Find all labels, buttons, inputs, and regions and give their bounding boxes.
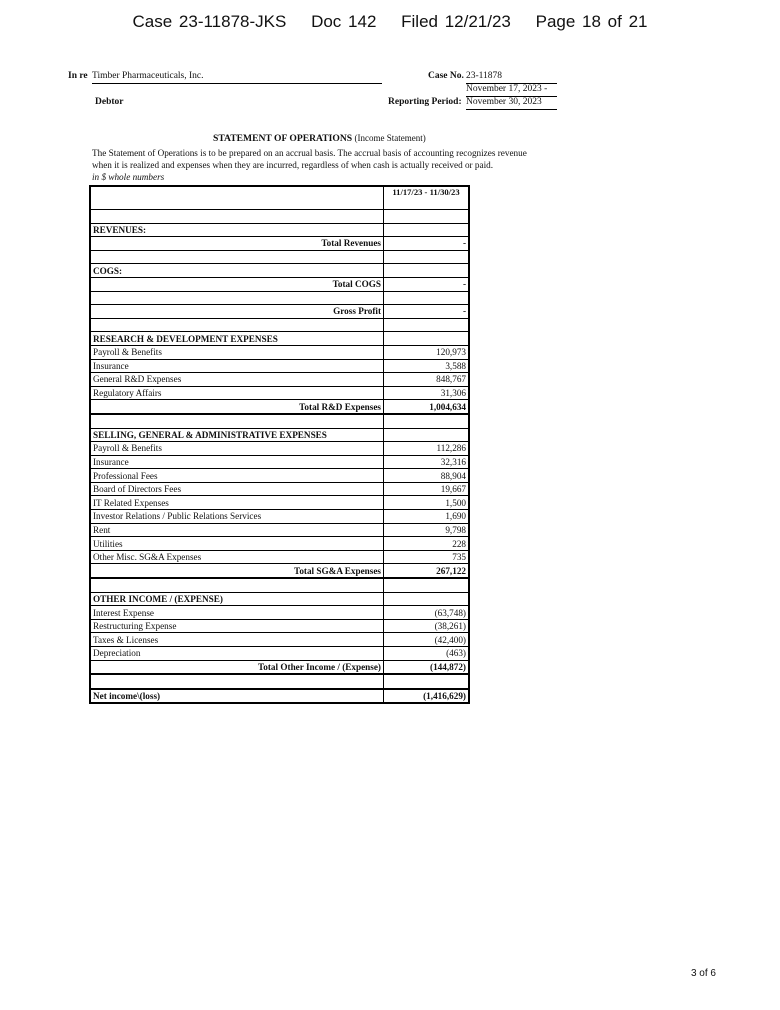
line-item-row bbox=[90, 537, 469, 551]
row-label: Rent bbox=[90, 523, 384, 537]
row-label bbox=[90, 291, 384, 305]
row-label: Depreciation bbox=[90, 647, 384, 661]
row-label bbox=[90, 414, 384, 428]
row-label: Insurance bbox=[90, 455, 384, 469]
row-label: REVENUES: bbox=[90, 223, 384, 237]
line-item-row bbox=[90, 373, 469, 387]
line-item-row bbox=[90, 647, 469, 661]
row-value bbox=[384, 250, 470, 264]
row-value: (38,261) bbox=[384, 619, 470, 633]
debtor-name: Timber Pharmaceuticals, Inc. bbox=[92, 71, 382, 84]
row-value: 735 bbox=[384, 550, 470, 564]
total-row bbox=[90, 305, 469, 319]
section-header-row bbox=[90, 264, 469, 278]
row-value bbox=[384, 428, 470, 442]
row-label: SELLING, GENERAL & ADMINISTRATIVE EXPENSES bbox=[90, 428, 384, 442]
section-header-row bbox=[90, 428, 469, 442]
period-line-1: November 17, 2023 - bbox=[466, 84, 557, 97]
section-header-row bbox=[90, 332, 469, 346]
row-label: Gross Profit bbox=[90, 305, 384, 319]
row-value: 19,667 bbox=[384, 482, 470, 496]
total-row bbox=[90, 660, 469, 674]
row-value bbox=[384, 674, 470, 689]
line-item-row bbox=[90, 345, 469, 359]
row-value: 32,316 bbox=[384, 455, 470, 469]
header-label-cell bbox=[90, 186, 384, 210]
case-no-label: Case No. bbox=[428, 71, 464, 81]
row-value: (1,416,629) bbox=[384, 689, 470, 704]
row-label: COGS: bbox=[90, 264, 384, 278]
row-value: (42,400) bbox=[384, 633, 470, 647]
filed-date-header: Filed 12/21/23 bbox=[401, 12, 511, 31]
row-value: - bbox=[384, 277, 470, 291]
row-value: 120,973 bbox=[384, 345, 470, 359]
row-value bbox=[384, 318, 470, 332]
row-label bbox=[90, 674, 384, 689]
table-header-row bbox=[90, 186, 469, 210]
statement-description-2: when it is realized and expenses when they are incurred, regardless of when cash is actually received or paid. bbox=[92, 160, 494, 170]
line-item-row bbox=[90, 606, 469, 620]
statement-subtitle: (Income Statement) bbox=[354, 133, 426, 143]
row-value bbox=[384, 332, 470, 346]
blank-row bbox=[90, 250, 469, 264]
row-value: 228 bbox=[384, 537, 470, 551]
row-label: Total Revenues bbox=[90, 237, 384, 251]
doc-number-header: Doc 142 bbox=[311, 12, 377, 31]
statement-table-body bbox=[90, 186, 469, 703]
total-row bbox=[90, 237, 469, 251]
row-label: Total Other Income / (Expense) bbox=[90, 660, 384, 674]
blank-row bbox=[90, 318, 469, 332]
row-value bbox=[384, 592, 470, 606]
total-row bbox=[90, 277, 469, 291]
row-value bbox=[384, 264, 470, 278]
row-label: Total COGS bbox=[90, 277, 384, 291]
row-value: 31,306 bbox=[384, 386, 470, 400]
row-label: OTHER INCOME / (EXPENSE) bbox=[90, 592, 384, 606]
row-value bbox=[384, 291, 470, 305]
row-label: IT Related Expenses bbox=[90, 496, 384, 510]
blank-row bbox=[90, 578, 469, 592]
line-item-row bbox=[90, 455, 469, 469]
row-label: Investor Relations / Public Relations Services bbox=[90, 510, 384, 524]
debtor-label: Debtor bbox=[95, 97, 124, 107]
total-row bbox=[90, 564, 469, 578]
in-re-label: In re bbox=[68, 71, 88, 81]
blank-row bbox=[90, 414, 469, 428]
row-label: Regulatory Affairs bbox=[90, 386, 384, 400]
row-value: 3,588 bbox=[384, 359, 470, 373]
row-label: RESEARCH & DEVELOPMENT EXPENSES bbox=[90, 332, 384, 346]
total-row bbox=[90, 400, 469, 414]
row-label: Total SG&A Expenses bbox=[90, 564, 384, 578]
row-label bbox=[90, 318, 384, 332]
row-label: Total R&D Expenses bbox=[90, 400, 384, 414]
row-label: Interest Expense bbox=[90, 606, 384, 620]
statement-title: STATEMENT OF OPERATIONS bbox=[213, 133, 353, 144]
row-label: Taxes & Licenses bbox=[90, 633, 384, 647]
units-note: in $ whole numbers bbox=[92, 172, 165, 182]
page-footer-number: 3 of 6 bbox=[690, 968, 716, 979]
row-value bbox=[384, 578, 470, 592]
row-label bbox=[90, 578, 384, 592]
section-header-row bbox=[90, 223, 469, 237]
row-label: Utilities bbox=[90, 537, 384, 551]
row-label: Board of Directors Fees bbox=[90, 482, 384, 496]
row-value: 112,286 bbox=[384, 442, 470, 456]
row-value bbox=[384, 210, 470, 224]
row-label: Net income\(loss) bbox=[90, 689, 384, 704]
line-item-row bbox=[90, 386, 469, 400]
line-item-row bbox=[90, 469, 469, 483]
row-value: 1,500 bbox=[384, 496, 470, 510]
line-item-row bbox=[90, 633, 469, 647]
page-number-header: Page 18 of 21 bbox=[535, 12, 648, 31]
period-line-2: November 30, 2023 bbox=[466, 97, 557, 110]
row-label: Payroll & Benefits bbox=[90, 442, 384, 456]
line-item-row bbox=[90, 496, 469, 510]
row-value: (463) bbox=[384, 647, 470, 661]
line-item-row bbox=[90, 619, 469, 633]
row-value: 848,767 bbox=[384, 373, 470, 387]
row-value: - bbox=[384, 237, 470, 251]
row-label bbox=[90, 250, 384, 264]
row-label: Insurance bbox=[90, 359, 384, 373]
row-label: General R&D Expenses bbox=[90, 373, 384, 387]
row-value: 1,690 bbox=[384, 510, 470, 524]
row-value bbox=[384, 414, 470, 428]
blank-row bbox=[90, 210, 469, 224]
row-label: Payroll & Benefits bbox=[90, 345, 384, 359]
row-label bbox=[90, 210, 384, 224]
case-no-value: 23-11878 bbox=[466, 71, 557, 84]
row-value bbox=[384, 223, 470, 237]
line-item-row bbox=[90, 510, 469, 524]
row-value: (144,872) bbox=[384, 660, 470, 674]
row-value: (63,748) bbox=[384, 606, 470, 620]
row-value: 88,904 bbox=[384, 469, 470, 483]
blank-row bbox=[90, 291, 469, 305]
line-item-row bbox=[90, 442, 469, 456]
row-value: 267,122 bbox=[384, 564, 470, 578]
court-filing-header bbox=[0, 12, 780, 32]
statement-table bbox=[89, 185, 470, 704]
row-value: 1,004,634 bbox=[384, 400, 470, 414]
row-value: - bbox=[384, 305, 470, 319]
row-value: 9,798 bbox=[384, 523, 470, 537]
line-item-row bbox=[90, 523, 469, 537]
line-item-row bbox=[90, 550, 469, 564]
statement-description-1: The Statement of Operations is to be prepared on an accrual basis. The accrual basis of accounting recognizes revenue bbox=[92, 148, 527, 158]
line-item-row bbox=[90, 482, 469, 496]
row-label: Other Misc. SG&A Expenses bbox=[90, 550, 384, 564]
blank-row bbox=[90, 674, 469, 689]
case-number-header: Case 23-11878-JKS bbox=[132, 12, 287, 31]
total-row bbox=[90, 689, 469, 704]
period-column-header: 11/17/23 - 11/30/23 bbox=[384, 186, 470, 210]
row-label: Professional Fees bbox=[90, 469, 384, 483]
row-label: Restructuring Expense bbox=[90, 619, 384, 633]
section-header-row bbox=[90, 592, 469, 606]
statement-title-wrap bbox=[213, 133, 426, 144]
period-label: Reporting Period: bbox=[388, 97, 462, 107]
line-item-row bbox=[90, 359, 469, 373]
